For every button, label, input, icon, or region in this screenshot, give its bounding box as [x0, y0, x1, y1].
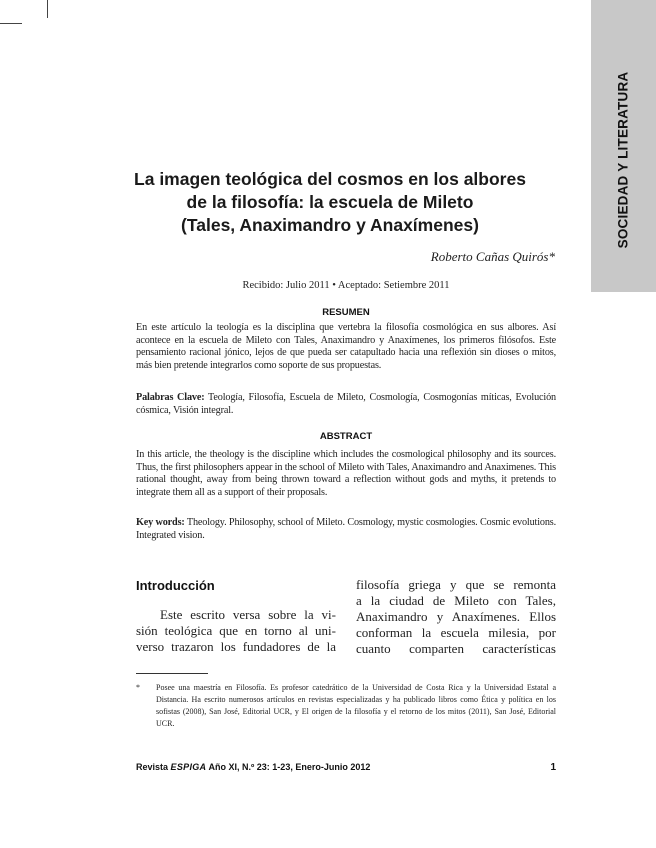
- crop-mark-top-left-vertical: [47, 0, 48, 18]
- intro-right-line-3: Anaximandro y Anaxímenes. Ellos: [356, 609, 556, 624]
- abstract-keywords: [136, 517, 556, 542]
- footer-citation: Año XI, N.º 23: 1-23, Enero-Junio 2012: [206, 762, 371, 772]
- abstract-keywords-label: Key words:: [136, 517, 185, 528]
- intro-left-line-3: verso trazaron los fundadores de la: [136, 639, 336, 654]
- resumen-keywords-text: Teología, Filosofía, Escuela de Mileto, Cosmología, Cosmogonías míticas, Evolución cósmica, Visión integral.: [136, 392, 556, 416]
- intro-right-line-5: cuanto comparten características: [356, 641, 556, 656]
- section-side-tab-label: SOCIEDAD Y LITERATURA: [615, 71, 631, 249]
- abstract-body: In this article, the theology is the discipline which includes the cosmological philosophy and its sources. Thus, the first philosophers appear in the school of Mileto with Tales, Anaximandro and Anaximenes. This rational thought, away from being thrown toward a reflection without gods and myths, it pretends to integrate them all as a support of their proposals.: [136, 449, 556, 498]
- article-title-line-1: La imagen teológica del cosmos en los albores: [134, 169, 526, 189]
- received-accepted-dates: Recibido: Julio 2011 • Aceptado: Setiembre 2011: [242, 280, 450, 291]
- article-title: [120, 168, 540, 237]
- intro-right-line-4: conforman la escuela milesia, por: [356, 625, 556, 640]
- author-footnote: [136, 682, 556, 730]
- crop-mark-top-left: [0, 23, 22, 24]
- footnote-mark: *: [136, 683, 140, 692]
- footer-journal-prefix: Revista: [136, 762, 171, 772]
- footnote-divider: [136, 673, 208, 674]
- footer-journal-brand: ESPIGA: [170, 762, 207, 772]
- resumen-keywords-label: Palabras Clave:: [136, 392, 205, 403]
- abstract-heading: ABSTRACT: [319, 431, 373, 442]
- intro-left-line-2: sión teológica que en torno al uni-: [136, 623, 336, 638]
- footnote-text: Posee una maestría en Filosofía. Es profesor catedrático de la Universidad de Costa Rica y la Universidad Estatal a Distancia. Ha escrito numerosos artículos en revistas especializadas y ha publicado libros como Ética y política en los sofistas (2008), San José, Editorial UCR, y El origen de la filosofía y el retorno de los mitos (2011), San José, Editorial UCR.: [156, 683, 556, 728]
- abstract-keywords-text: Theology. Philosophy, school of Mileto. Cosmology, mystic cosmologies. Cosmic evolutions. Integrated vision.: [136, 517, 556, 541]
- intro-left-column: [136, 607, 336, 655]
- resumen-keywords: [136, 392, 556, 417]
- intro-right-line-1: filosofía griega y que se remonta: [356, 577, 556, 592]
- introduction-heading: Introducción: [136, 578, 215, 593]
- author-name: Roberto Cañas Quirós*: [430, 249, 555, 264]
- intro-left-line-1: Este escrito versa sobre la vi-: [160, 607, 336, 622]
- article-title-line-2: de la filosofía: la escuela de Mileto: [186, 192, 474, 212]
- resumen-body: En este artículo la teología es la disciplina que vertebra la filosofía cosmológica en sus albores. Así acontece en la escuela de Mileto con Tales, Anaximandro y Anaxímenes, los primeros filósofos. Este pensamiento racional jónico, lejos de que pueda ser catapultado hacia una reflexión sin dioses o mitos, más bien pretende integrarlos como soporte de sus propuestas.: [136, 322, 556, 371]
- article-title-line-3: (Tales, Anaximandro y Anaxímenes): [181, 215, 479, 235]
- page-number: 1: [550, 762, 556, 773]
- intro-right-line-2: a la ciudad de Mileto con Tales,: [356, 593, 556, 608]
- intro-right-column: [356, 577, 556, 657]
- page-footer: [136, 762, 556, 772]
- resumen-heading: RESUMEN: [322, 307, 370, 318]
